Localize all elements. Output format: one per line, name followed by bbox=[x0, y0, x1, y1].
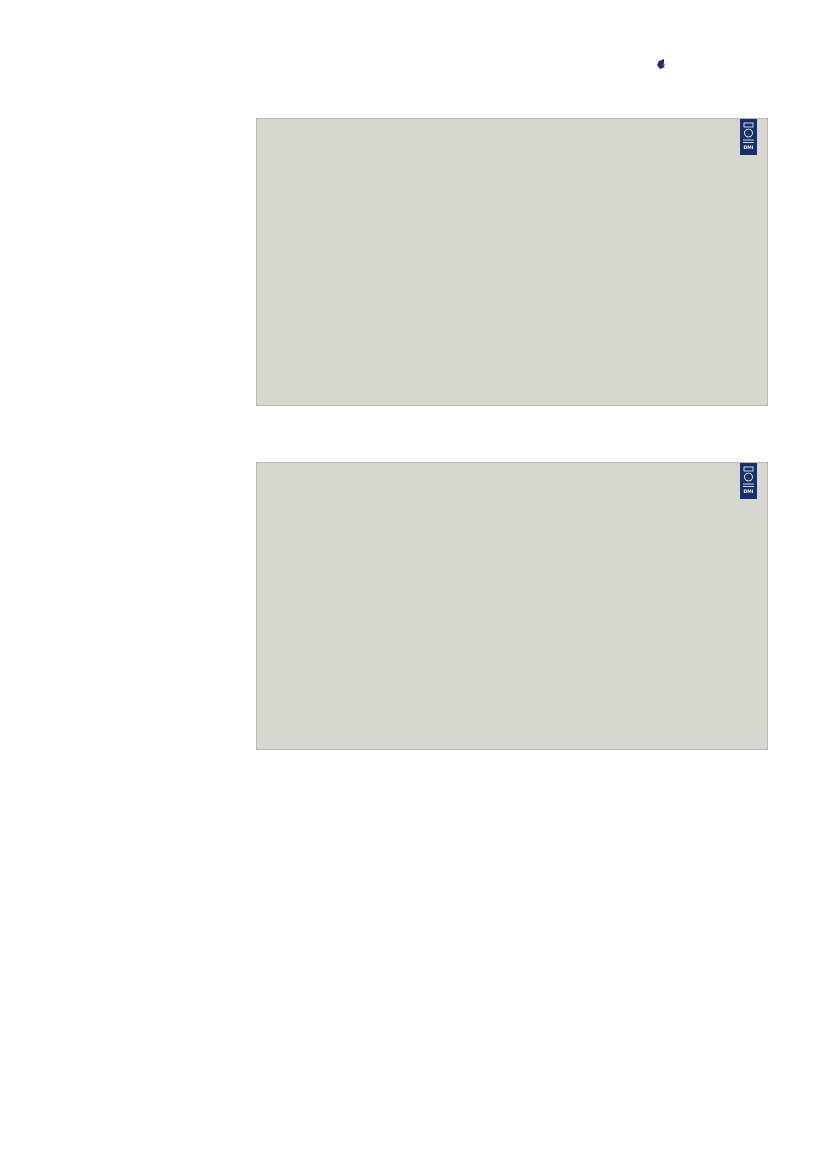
pressure-chart-panel bbox=[256, 462, 768, 750]
company-logo bbox=[656, 58, 672, 70]
dmi-logo-icon bbox=[740, 119, 757, 155]
grontmij-logo-icon bbox=[656, 58, 666, 70]
wind-chart-panel bbox=[256, 118, 768, 406]
wind-chart bbox=[257, 119, 769, 407]
dmi-logo-icon bbox=[740, 463, 757, 499]
dmi-logo-text: DMI bbox=[743, 490, 754, 495]
crown-icon bbox=[740, 464, 757, 490]
crown-icon bbox=[740, 120, 757, 146]
dmi-logo-text: DMI bbox=[743, 146, 754, 151]
pressure-chart bbox=[257, 463, 769, 751]
